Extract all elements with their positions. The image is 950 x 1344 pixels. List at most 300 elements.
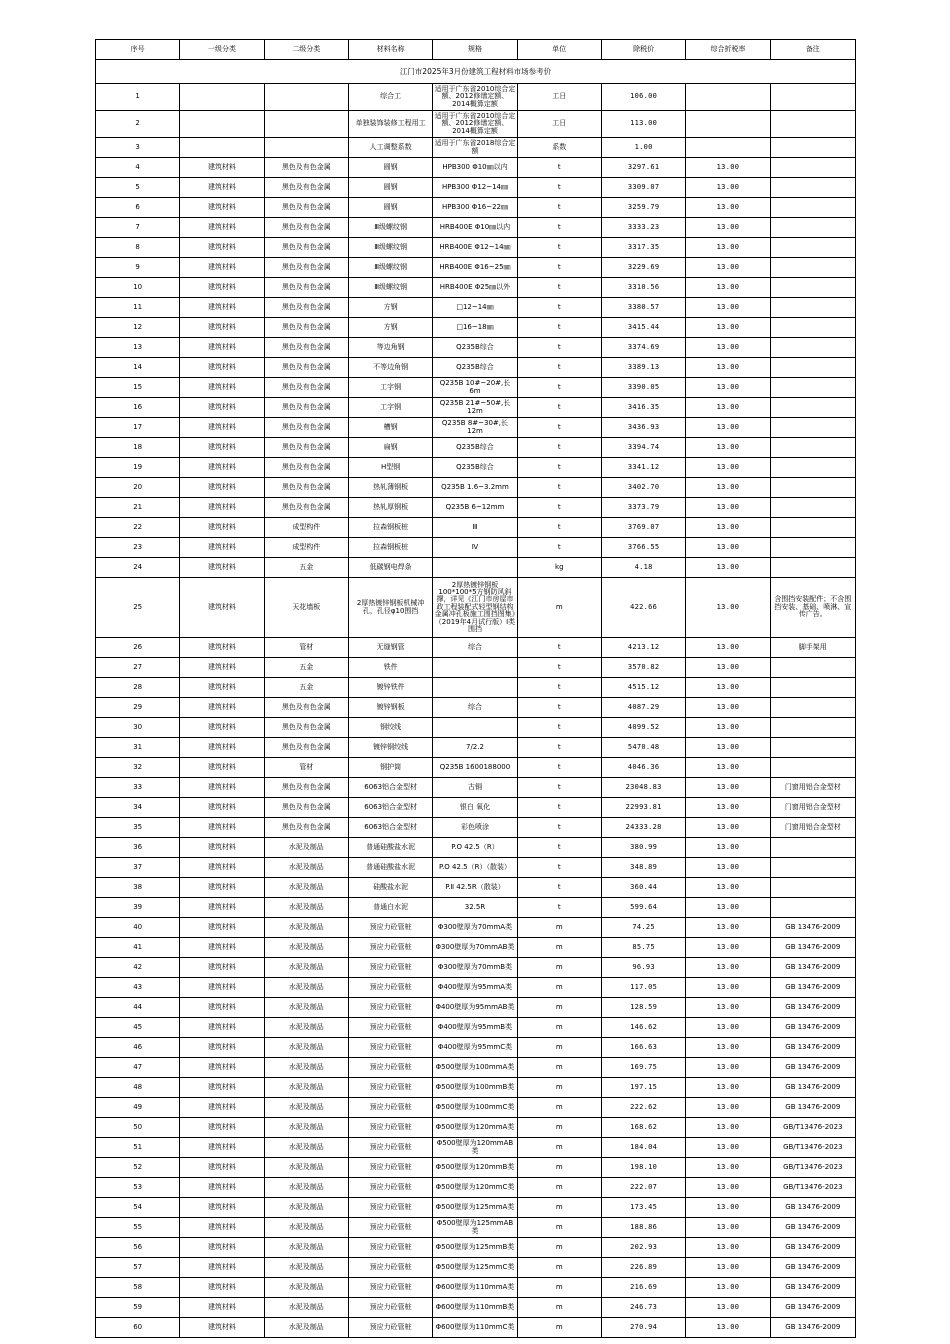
cell-price: 202.93	[601, 1238, 685, 1258]
cell-material: 预应力砼管桩	[348, 1058, 432, 1078]
cell-remark: GB 13476-2009	[770, 958, 855, 978]
cell-remark	[770, 298, 855, 318]
table-row	[96, 218, 856, 238]
cell-spec: Q235B综合	[433, 358, 517, 378]
cell-unit: t	[517, 478, 601, 498]
cell-unit: m	[517, 1198, 601, 1218]
header-row	[96, 40, 856, 60]
cell-unit: m	[517, 998, 601, 1018]
table-row	[96, 458, 856, 478]
cell-price: 4087.29	[601, 698, 685, 718]
cell-material: 人工调整系数	[348, 138, 432, 158]
cell-category2: 黑色及有色金属	[264, 258, 348, 278]
cell-material: 预应力砼管桩	[348, 1318, 432, 1338]
table-row	[96, 1038, 856, 1058]
cell-spec: 7/2.2	[433, 738, 517, 758]
cell-category1: 建筑材料	[180, 578, 264, 638]
cell-price: 74.25	[601, 918, 685, 938]
cell-price: 3259.79	[601, 198, 685, 218]
cell-index: 57	[96, 1258, 180, 1278]
cell-price: 4099.52	[601, 718, 685, 738]
cell-category2: 黑色及有色金属	[264, 798, 348, 818]
cell-price: 226.89	[601, 1258, 685, 1278]
table-row	[96, 758, 856, 778]
col-header-index: 序号	[96, 40, 180, 60]
cell-category2: 黑色及有色金属	[264, 698, 348, 718]
cell-tax-rate: 13.00	[686, 818, 770, 838]
cell-material: 预应力砼管桩	[348, 1138, 432, 1158]
cell-price: 380.99	[601, 838, 685, 858]
cell-tax-rate: 13.00	[686, 1038, 770, 1058]
cell-spec: P.Ⅱ 42.5R（散装）	[433, 878, 517, 898]
cell-tax-rate: 13.00	[686, 878, 770, 898]
cell-tax-rate	[686, 138, 770, 158]
table-row	[96, 1178, 856, 1198]
cell-category1: 建筑材料	[180, 818, 264, 838]
cell-category1: 建筑材料	[180, 1218, 264, 1238]
cell-price: 173.45	[601, 1198, 685, 1218]
cell-tax-rate: 13.00	[686, 918, 770, 938]
cell-price: 188.86	[601, 1218, 685, 1238]
cell-category1	[180, 84, 264, 111]
cell-index: 14	[96, 358, 180, 378]
cell-remark	[770, 418, 855, 438]
table-row	[96, 718, 856, 738]
cell-index: 43	[96, 978, 180, 998]
cell-category2: 水泥及制品	[264, 838, 348, 858]
cell-spec: Φ500壁厚为120mmB类	[433, 1158, 517, 1178]
cell-remark	[770, 378, 855, 398]
cell-remark: GB/T13476-2023	[770, 1138, 855, 1158]
table-row	[96, 111, 856, 138]
cell-remark	[770, 358, 855, 378]
cell-category1: 建筑材料	[180, 1258, 264, 1278]
cell-spec: 32.5R	[433, 898, 517, 918]
cell-tax-rate: 13.00	[686, 718, 770, 738]
col-header-spec: 规格	[433, 40, 517, 60]
cell-material: 预应力砼管桩	[348, 1238, 432, 1258]
cell-spec: Q235B 6~12mm	[433, 498, 517, 518]
cell-material: 6063铝合金型材	[348, 818, 432, 838]
cell-spec: Φ500壁厚为100mmB类	[433, 1078, 517, 1098]
cell-material: 普通硅酸盐水泥	[348, 838, 432, 858]
cell-unit: t	[517, 738, 601, 758]
cell-category2: 水泥及制品	[264, 1138, 348, 1158]
cell-index: 26	[96, 638, 180, 658]
cell-tax-rate: 13.00	[686, 978, 770, 998]
cell-tax-rate: 13.00	[686, 938, 770, 958]
table-row	[96, 198, 856, 218]
cell-index: 35	[96, 818, 180, 838]
cell-category1: 建筑材料	[180, 1318, 264, 1338]
cell-tax-rate: 13.00	[686, 638, 770, 658]
table-row	[96, 838, 856, 858]
cell-tax-rate: 13.00	[686, 1158, 770, 1178]
cell-category1: 建筑材料	[180, 1118, 264, 1138]
cell-material: 工字钢	[348, 398, 432, 418]
cell-spec: Q235B 1600188000	[433, 758, 517, 778]
col-header-unit: 单位	[517, 40, 601, 60]
cell-category2: 黑色及有色金属	[264, 498, 348, 518]
table-row	[96, 318, 856, 338]
cell-remark	[770, 258, 855, 278]
cell-index: 19	[96, 458, 180, 478]
cell-unit: t	[517, 238, 601, 258]
cell-remark	[770, 111, 855, 138]
cell-material: 单独装饰装修工程用工	[348, 111, 432, 138]
cell-material: 不等边角钢	[348, 358, 432, 378]
cell-tax-rate: 13.00	[686, 838, 770, 858]
cell-material: 预应力砼管桩	[348, 1098, 432, 1118]
cell-material: 6063铝合金型材	[348, 778, 432, 798]
cell-category1: 建筑材料	[180, 738, 264, 758]
cell-index: 17	[96, 418, 180, 438]
cell-price: 128.59	[601, 998, 685, 1018]
cell-category2: 水泥及制品	[264, 918, 348, 938]
cell-material: 镀锌铁件	[348, 678, 432, 698]
cell-category1: 建筑材料	[180, 878, 264, 898]
cell-price: 3766.55	[601, 538, 685, 558]
cell-category2: 黑色及有色金属	[264, 158, 348, 178]
cell-tax-rate: 13.00	[686, 1238, 770, 1258]
table-row	[96, 178, 856, 198]
cell-remark: GB 13476-2009	[770, 1098, 855, 1118]
cell-index: 25	[96, 578, 180, 638]
cell-category1: 建筑材料	[180, 338, 264, 358]
cell-spec: 2厚热镀锌钢板100*100*5方钢防风斜撑，详见《江门市房屋市政工程装配式轻型钢结构金属冲孔板施工围挡图集》（2019年4月试行版）Ⅰ类围挡	[433, 578, 517, 638]
cell-index: 18	[96, 438, 180, 458]
cell-index: 56	[96, 1238, 180, 1258]
cell-material: 预应力砼管桩	[348, 1038, 432, 1058]
cell-tax-rate: 13.00	[686, 578, 770, 638]
cell-index: 3	[96, 138, 180, 158]
table-row	[96, 1198, 856, 1218]
cell-spec: Φ500壁厚为120mmAB类	[433, 1138, 517, 1158]
cell-category2: 水泥及制品	[264, 1058, 348, 1078]
cell-remark: GB/T13476-2023	[770, 1178, 855, 1198]
cell-tax-rate: 13.00	[686, 378, 770, 398]
cell-unit: m	[517, 1218, 601, 1238]
table-row	[96, 1258, 856, 1278]
table-row	[96, 858, 856, 878]
cell-category1: 建筑材料	[180, 1238, 264, 1258]
cell-tax-rate: 13.00	[686, 178, 770, 198]
cell-index: 16	[96, 398, 180, 418]
cell-index: 58	[96, 1278, 180, 1298]
cell-price: 3416.35	[601, 398, 685, 418]
cell-unit: m	[517, 978, 601, 998]
cell-price: 184.04	[601, 1138, 685, 1158]
cell-tax-rate: 13.00	[686, 1118, 770, 1138]
table-row	[96, 638, 856, 658]
table-row	[96, 898, 856, 918]
cell-price: 4046.36	[601, 758, 685, 778]
cell-spec: Φ500壁厚为125mmAB类	[433, 1218, 517, 1238]
cell-price: 5470.48	[601, 738, 685, 758]
cell-material: 热轧厚钢板	[348, 498, 432, 518]
cell-unit: t	[517, 218, 601, 238]
table-row	[96, 1218, 856, 1238]
cell-material: 热轧薄钢板	[348, 478, 432, 498]
cell-spec: HRB400E Φ25㎜以外	[433, 278, 517, 298]
col-header-material: 材料名称	[348, 40, 432, 60]
cell-category2: 水泥及制品	[264, 938, 348, 958]
cell-material: 圆钢	[348, 198, 432, 218]
cell-category2: 水泥及制品	[264, 1218, 348, 1238]
table-row	[96, 698, 856, 718]
cell-price: 117.05	[601, 978, 685, 998]
cell-category1: 建筑材料	[180, 238, 264, 258]
cell-category2	[264, 111, 348, 138]
cell-unit: t	[517, 898, 601, 918]
cell-remark: GB 13476-2009	[770, 938, 855, 958]
cell-price: 3436.93	[601, 418, 685, 438]
cell-price: 3374.69	[601, 338, 685, 358]
cell-index: 53	[96, 1178, 180, 1198]
cell-spec: Q235B综合	[433, 438, 517, 458]
cell-unit: m	[517, 938, 601, 958]
cell-remark	[770, 878, 855, 898]
cell-spec: Φ300壁厚为70mmB类	[433, 958, 517, 978]
cell-remark	[770, 858, 855, 878]
cell-index: 23	[96, 538, 180, 558]
cell-index: 50	[96, 1118, 180, 1138]
cell-index: 39	[96, 898, 180, 918]
cell-remark	[770, 658, 855, 678]
cell-price: 599.64	[601, 898, 685, 918]
cell-material: 圆钢	[348, 178, 432, 198]
cell-price: 4515.12	[601, 678, 685, 698]
cell-category2: 五金	[264, 558, 348, 578]
cell-material: 预应力砼管桩	[348, 938, 432, 958]
cell-material: 等边角钢	[348, 338, 432, 358]
cell-category2: 管材	[264, 758, 348, 778]
cell-category1: 建筑材料	[180, 358, 264, 378]
cell-unit: m	[517, 1138, 601, 1158]
cell-unit: kg	[517, 558, 601, 578]
cell-unit: t	[517, 398, 601, 418]
cell-unit: t	[517, 858, 601, 878]
cell-remark	[770, 898, 855, 918]
cell-index: 45	[96, 1018, 180, 1038]
table-row	[96, 978, 856, 998]
cell-index: 24	[96, 558, 180, 578]
cell-unit: m	[517, 1018, 601, 1038]
cell-spec: Φ500壁厚为125mmC类	[433, 1258, 517, 1278]
cell-category2: 水泥及制品	[264, 858, 348, 878]
cell-spec: HPB300 Φ16~22㎜	[433, 198, 517, 218]
cell-price: 4213.12	[601, 638, 685, 658]
cell-remark	[770, 538, 855, 558]
cell-index: 54	[96, 1198, 180, 1218]
cell-tax-rate: 13.00	[686, 298, 770, 318]
cell-category2: 黑色及有色金属	[264, 458, 348, 478]
cell-spec: 古铜	[433, 778, 517, 798]
cell-spec: Φ500壁厚为100mmA类	[433, 1058, 517, 1078]
cell-tax-rate: 13.00	[686, 1178, 770, 1198]
cell-unit: t	[517, 498, 601, 518]
cell-spec	[433, 558, 517, 578]
cell-tax-rate: 13.00	[686, 418, 770, 438]
table-row	[96, 878, 856, 898]
cell-price: 3390.05	[601, 378, 685, 398]
cell-tax-rate: 13.00	[686, 1298, 770, 1318]
cell-index: 38	[96, 878, 180, 898]
cell-index: 48	[96, 1078, 180, 1098]
table-row	[96, 278, 856, 298]
cell-spec: Φ600壁厚为110mmC类	[433, 1318, 517, 1338]
cell-price: 3389.13	[601, 358, 685, 378]
cell-tax-rate: 13.00	[686, 738, 770, 758]
cell-index: 2	[96, 111, 180, 138]
cell-category2: 五金	[264, 658, 348, 678]
cell-remark: GB 13476-2009	[770, 1078, 855, 1098]
cell-category1: 建筑材料	[180, 998, 264, 1018]
cell-remark: GB/T13476-2023	[770, 1158, 855, 1178]
cell-unit: t	[517, 698, 601, 718]
cell-unit: m	[517, 1078, 601, 1098]
cell-category2: 黑色及有色金属	[264, 278, 348, 298]
cell-index: 36	[96, 838, 180, 858]
cell-unit: t	[517, 198, 601, 218]
cell-tax-rate: 13.00	[686, 1318, 770, 1338]
cell-tax-rate: 13.00	[686, 998, 770, 1018]
table-row	[96, 258, 856, 278]
table-row	[96, 498, 856, 518]
cell-category1: 建筑材料	[180, 1278, 264, 1298]
cell-price: 3297.61	[601, 158, 685, 178]
cell-material: 6063铝合金型材	[348, 798, 432, 818]
cell-remark: GB 13476-2009	[770, 978, 855, 998]
cell-remark	[770, 178, 855, 198]
table-row	[96, 1158, 856, 1178]
table-row	[96, 1098, 856, 1118]
cell-tax-rate: 13.00	[686, 518, 770, 538]
cell-index: 37	[96, 858, 180, 878]
cell-unit: t	[517, 658, 601, 678]
cell-remark: GB 13476-2009	[770, 1258, 855, 1278]
cell-category1: 建筑材料	[180, 718, 264, 738]
cell-index: 20	[96, 478, 180, 498]
cell-tax-rate: 13.00	[686, 338, 770, 358]
table-row	[96, 398, 856, 418]
cell-category2: 黑色及有色金属	[264, 198, 348, 218]
cell-spec: Q235B 10#~20#,长6m	[433, 378, 517, 398]
cell-category1: 建筑材料	[180, 778, 264, 798]
table-row	[96, 418, 856, 438]
cell-remark: 脚手架用	[770, 638, 855, 658]
cell-tax-rate: 13.00	[686, 458, 770, 478]
cell-material: H型钢	[348, 458, 432, 478]
cell-price: 3402.70	[601, 478, 685, 498]
cell-remark	[770, 718, 855, 738]
cell-category1: 建筑材料	[180, 558, 264, 578]
cell-price: 3310.56	[601, 278, 685, 298]
table-row	[96, 238, 856, 258]
cell-remark: GB 13476-2009	[770, 1238, 855, 1258]
cell-tax-rate: 13.00	[686, 1058, 770, 1078]
price-table	[95, 39, 856, 1338]
cell-category1: 建筑材料	[180, 198, 264, 218]
cell-category1: 建筑材料	[180, 258, 264, 278]
cell-index: 52	[96, 1158, 180, 1178]
cell-material: 综合工	[348, 84, 432, 111]
cell-spec: Ⅳ	[433, 538, 517, 558]
cell-category1: 建筑材料	[180, 478, 264, 498]
cell-tax-rate: 13.00	[686, 158, 770, 178]
cell-spec: Φ300壁厚为70mmA类	[433, 918, 517, 938]
cell-spec: 银白 氧化	[433, 798, 517, 818]
cell-category1: 建筑材料	[180, 798, 264, 818]
cell-remark: 门窗用铝合金型材	[770, 778, 855, 798]
cell-category1: 建筑材料	[180, 458, 264, 478]
cell-price: 3380.57	[601, 298, 685, 318]
cell-spec: HPB300 Φ12~14㎜	[433, 178, 517, 198]
cell-spec: 综合	[433, 698, 517, 718]
cell-index: 4	[96, 158, 180, 178]
cell-category1: 建筑材料	[180, 698, 264, 718]
table-row	[96, 1238, 856, 1258]
cell-spec: Ⅲ	[433, 518, 517, 538]
cell-tax-rate: 13.00	[686, 398, 770, 418]
cell-unit: t	[517, 678, 601, 698]
cell-price: 146.62	[601, 1018, 685, 1038]
cell-material: 预应力砼管桩	[348, 978, 432, 998]
table-body	[96, 84, 856, 1338]
cell-category2: 水泥及制品	[264, 1278, 348, 1298]
cell-unit: m	[517, 1298, 601, 1318]
cell-price: 106.00	[601, 84, 685, 111]
cell-material: 预应力砼管桩	[348, 1118, 432, 1138]
cell-remark: GB 13476-2009	[770, 918, 855, 938]
cell-spec: 适用于广东省2010综合定额、2012修缮定额、2014概算定额	[433, 111, 517, 138]
cell-category2: 五金	[264, 678, 348, 698]
cell-category2: 水泥及制品	[264, 878, 348, 898]
cell-remark	[770, 678, 855, 698]
cell-material: 预应力砼管桩	[348, 998, 432, 1018]
cell-index: 33	[96, 778, 180, 798]
cell-spec: 综合	[433, 638, 517, 658]
cell-tax-rate	[686, 84, 770, 111]
table-row	[96, 138, 856, 158]
cell-material: 镀锌钢绞线	[348, 738, 432, 758]
table-row	[96, 558, 856, 578]
table-row	[96, 478, 856, 498]
cell-material: 预应力砼管桩	[348, 1178, 432, 1198]
cell-index: 12	[96, 318, 180, 338]
cell-material: 低碳钢电焊条	[348, 558, 432, 578]
cell-category2: 黑色及有色金属	[264, 218, 348, 238]
cell-category1: 建筑材料	[180, 758, 264, 778]
cell-tax-rate: 13.00	[686, 318, 770, 338]
table-row	[96, 358, 856, 378]
cell-tax-rate: 13.00	[686, 798, 770, 818]
cell-unit: t	[517, 278, 601, 298]
cell-spec: 适用于广东省2010综合定额、2012修缮定额、2014概算定额	[433, 84, 517, 111]
cell-category2: 水泥及制品	[264, 1178, 348, 1198]
cell-price: 3769.07	[601, 518, 685, 538]
cell-remark: 门窗用铝合金型材	[770, 798, 855, 818]
cell-index: 11	[96, 298, 180, 318]
cell-category1: 建筑材料	[180, 538, 264, 558]
cell-material: 槽钢	[348, 418, 432, 438]
table-row	[96, 578, 856, 638]
cell-category1: 建筑材料	[180, 858, 264, 878]
table-row	[96, 378, 856, 398]
cell-tax-rate: 13.00	[686, 1218, 770, 1238]
cell-unit: t	[517, 378, 601, 398]
cell-material: 方钢	[348, 318, 432, 338]
